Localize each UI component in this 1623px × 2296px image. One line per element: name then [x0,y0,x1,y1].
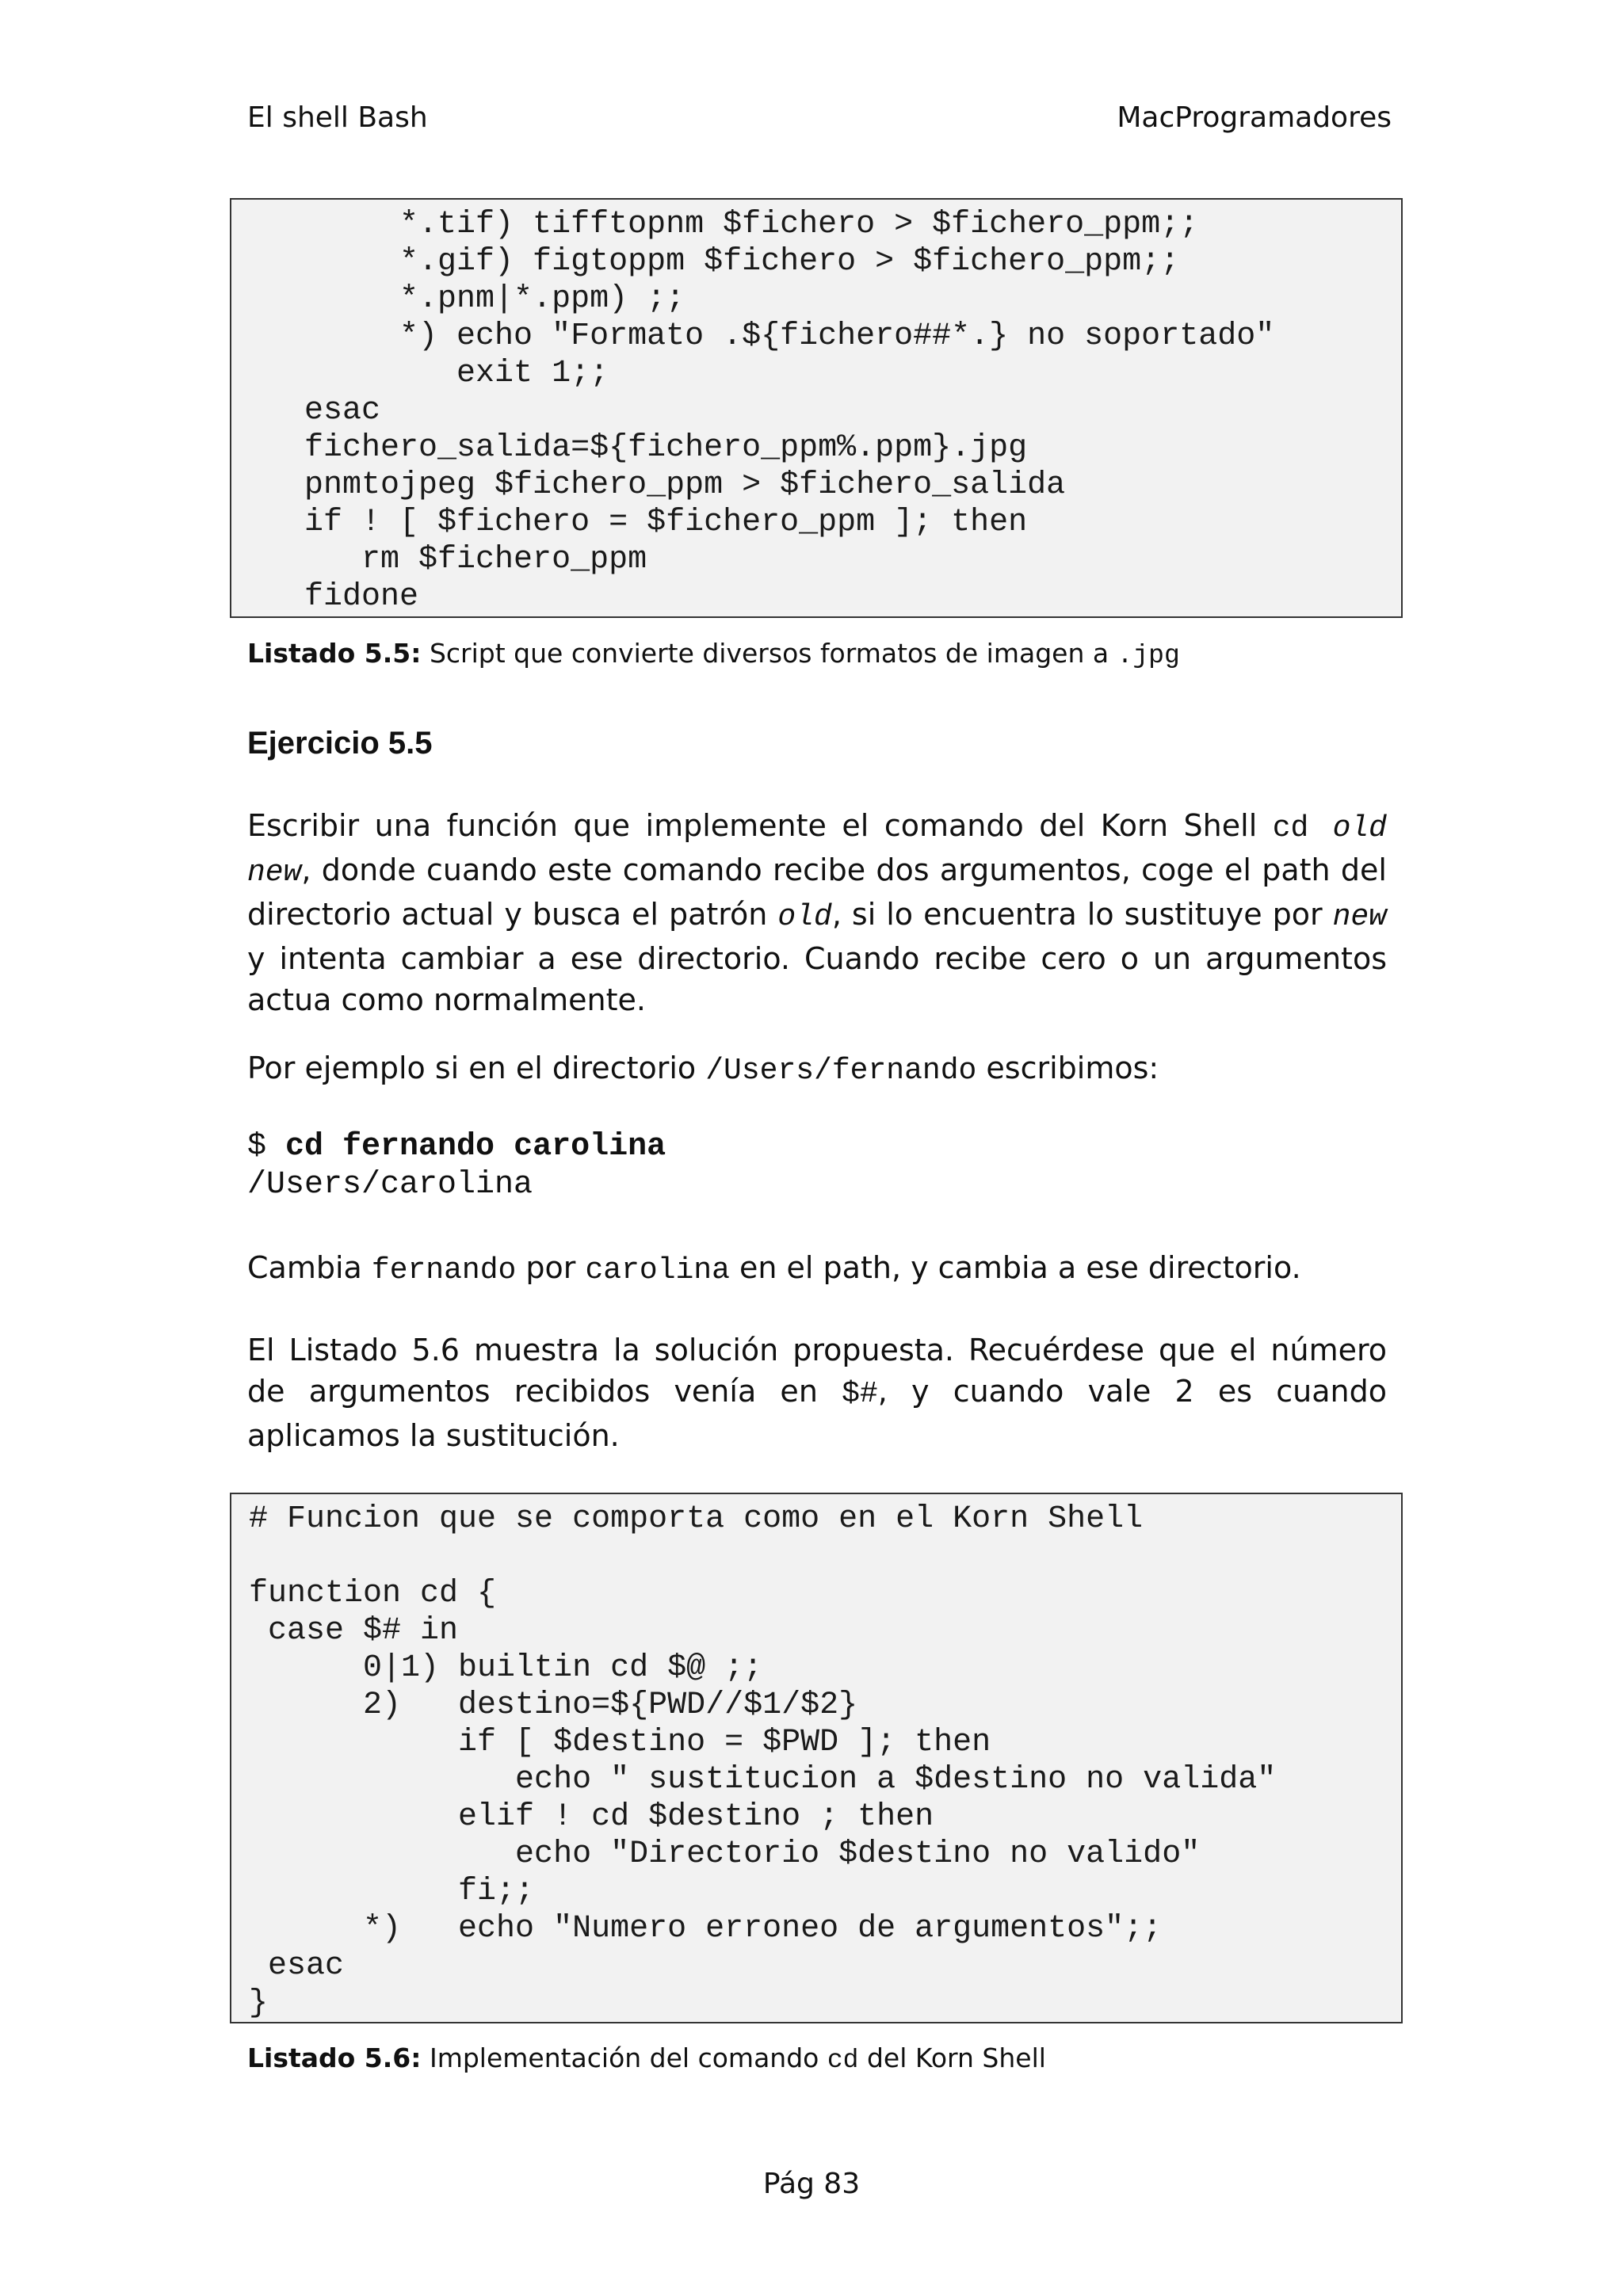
p1-text-a: Escribir una función que implemente el comando del Korn Shell [247,808,1273,843]
code-5-6-line: fi;; [249,1874,535,1909]
caption-label: Listado 5.6: [247,2042,422,2073]
p2-text-a: Por ejemplo si en el directorio [247,1051,706,1085]
code-5-6-line [249,1538,1401,1575]
p1-code-old: old [1332,811,1387,845]
code-5-6-line: echo "Directorio $destino no valido" [249,1836,1201,1872]
code-listing-5-6-text [249,1501,1401,2022]
code-5-6-line: } [249,1985,269,2021]
code-5-5-line: rm $fichero_ppm [247,542,647,578]
p3-text-a: Cambia [247,1250,372,1285]
caption-code: cd [827,2046,859,2075]
command-output: /Users/carolina [247,1167,533,1203]
code-5-6-line: if [ $destino = $PWD ]; then [249,1725,991,1760]
code-5-5-line: fidone [247,579,419,615]
caption-label: Listado 5.5: [247,638,422,669]
p1-code-cd: cd [1272,811,1333,845]
code-listing-5-5-text [247,206,1401,616]
p1-text-d: y intenta cambiar a ese directorio. Cuando recibe cero o un argumentos actua como normalmente. [247,941,1387,1017]
caption-tail: del Korn Shell [858,2042,1046,2073]
paragraph-4 [247,1329,1387,1456]
code-5-6-line: 2) destino=${PWD//$1/$2} [249,1688,858,1723]
command-prompt: $ [247,1129,286,1165]
caption-code: .jpg [1117,641,1180,670]
code-5-6-line: *) echo "Numero erroneo de argumentos";; [249,1911,1163,1947]
code-5-5-line: pnmtojpeg $fichero_ppm > $fichero_salida [247,467,1066,503]
p1-text-c: , si lo encuentra lo sustituye por [831,897,1333,932]
p2-text-b: escribimos: [976,1051,1159,1085]
code-5-6-line: # Funcion que se comporta como en el Korn Shell [249,1501,1144,1537]
command-example [247,1128,666,1204]
p3-text-c: en el path, y cambia a ese directorio. [729,1250,1301,1285]
command-line [247,1128,666,1166]
paragraph-2 [247,1047,1387,1092]
p4-text-a: El Listado 5.6 muestra la solución propuesta. Recuérdese que el número de argumentos recibidos venía en [247,1333,1387,1409]
p4-code: $# [842,1377,878,1411]
caption-listing-5-6 [247,2042,1046,2075]
p1-code-new2: new [1332,900,1387,934]
code-5-5-line: if ! [ $fichero = $fichero_ppm ]; then [247,505,1028,540]
p2-code: /Users/fernando [705,1054,977,1088]
code-5-6-line: esac [249,1948,345,1984]
code-5-5-line: *) echo "Formato .${fichero##*.} no soportado" [247,318,1275,354]
header-right: MacProgramadores [1117,101,1392,134]
caption-text: Implementación del comando [421,2042,827,2073]
paragraph-1 [247,805,1387,1020]
code-listing-5-6 [230,1493,1403,2023]
code-5-5-line: esac [247,393,381,429]
p3-code-1: fernando [371,1253,517,1287]
code-5-5-line: exit 1;; [247,356,609,391]
p1-code-old2: old [777,900,832,934]
command-text: cd fernando carolina [285,1129,666,1165]
code-listing-5-5 [230,198,1403,618]
caption-text: Script que convierte diversos formatos de imagen a [421,638,1117,669]
code-5-6-line: echo " sustitucion a $destino no valida" [249,1762,1277,1798]
code-5-6-line: elif ! cd $destino ; then [249,1799,934,1835]
code-5-5-line: *.tif) tifftopnm $fichero > $fichero_ppm;; [247,207,1199,242]
p1-code-new: new [247,856,302,890]
code-5-5-line: fichero_salida=${fichero_ppm%.ppm}.jpg [247,430,1028,466]
page-number: Pág 83 [762,2168,861,2200]
p3-code-2: carolina [585,1253,730,1287]
paragraph-3 [247,1247,1387,1291]
header-left: El shell Bash [247,101,428,134]
p1-text-b: , donde cuando este comando recibe dos argumentos, coge el path del directorio actual y busca el patrón [247,852,1387,932]
p3-text-b: por [516,1250,586,1285]
exercise-title: Ejercicio 5.5 [247,726,433,761]
code-5-5-line: *.gif) figtoppm $fichero > $fichero_ppm;; [247,244,1180,280]
p4-text-b: , y cuando vale 2 es cuando aplicamos la sustitución. [247,1374,1387,1453]
caption-listing-5-5 [247,638,1180,670]
code-5-6-line: 0|1) builtin cd $@ ;; [249,1650,763,1686]
code-5-6-line: function cd { [249,1576,497,1611]
code-5-6-line: case $# in [249,1613,459,1649]
code-5-5-line: *.pnm|*.ppm) ;; [247,281,685,317]
